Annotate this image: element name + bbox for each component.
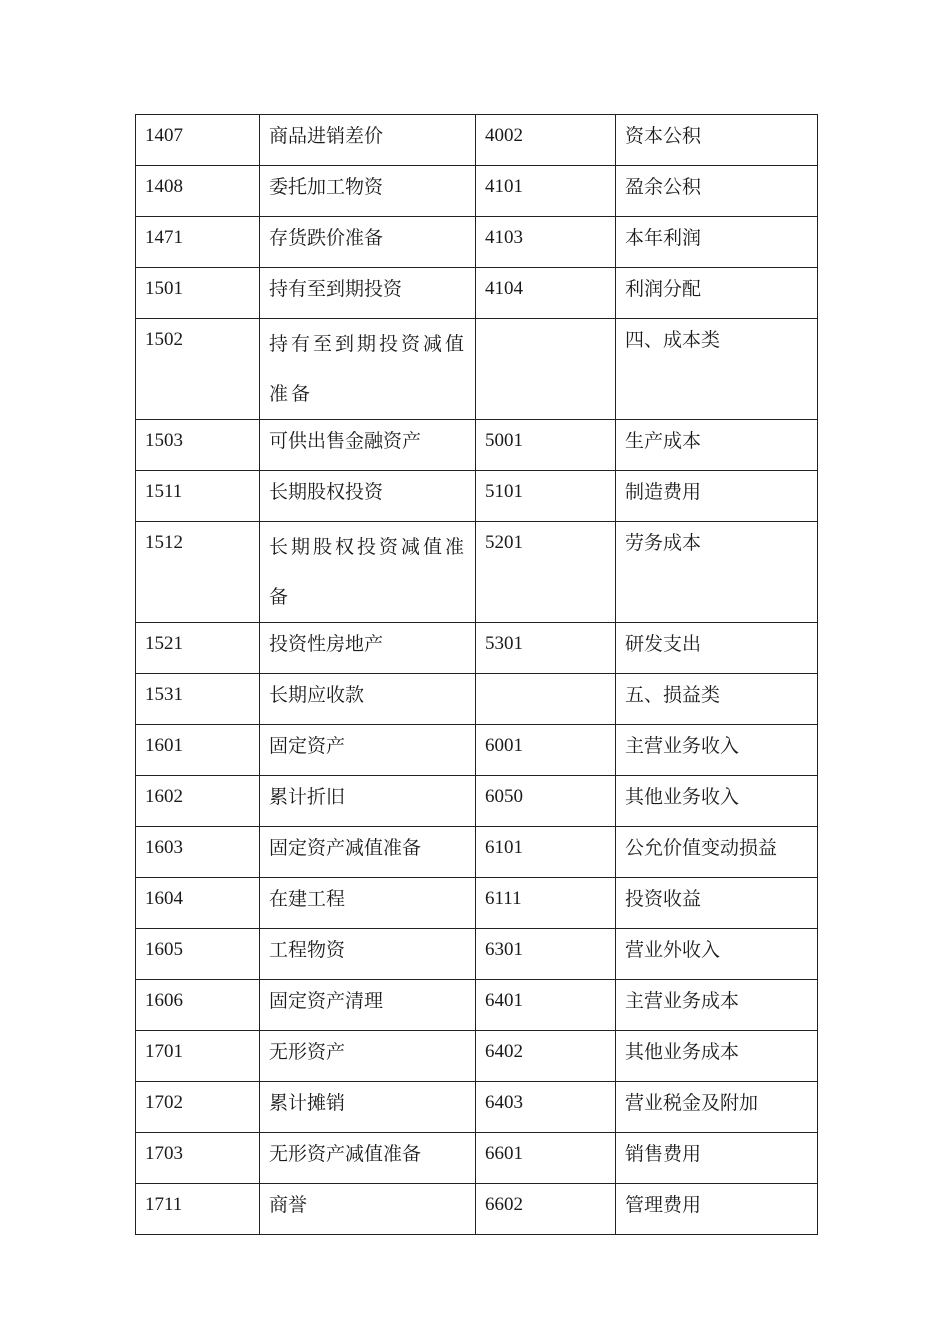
account-code-cell: 6111 xyxy=(476,878,616,929)
account-code-cell: 6001 xyxy=(476,725,616,776)
asset-name-cell: 固定资产减值准备 xyxy=(260,827,476,878)
asset-code-cell: 1605 xyxy=(136,929,260,980)
account-code-cell: 5301 xyxy=(476,623,616,674)
asset-name-cell: 长期股权投资 xyxy=(260,471,476,522)
account-name-cell: 管理费用 xyxy=(616,1184,818,1235)
table-row xyxy=(136,1184,818,1235)
table-row xyxy=(136,471,818,522)
asset-name-cell: 长期股权投资减值准备 xyxy=(260,522,476,623)
account-name-cell: 盈余公积 xyxy=(616,166,818,217)
asset-code-cell: 1503 xyxy=(136,420,260,471)
account-code-cell: 6602 xyxy=(476,1184,616,1235)
table-row xyxy=(136,420,818,471)
account-name-cell: 利润分配 xyxy=(616,268,818,319)
table-row xyxy=(136,776,818,827)
table-row xyxy=(136,878,818,929)
table-row xyxy=(136,522,818,623)
table-body xyxy=(136,115,818,1235)
category-heading-cell: 五、损益类 xyxy=(616,674,818,725)
asset-code-cell: 1511 xyxy=(136,471,260,522)
table-row xyxy=(136,827,818,878)
asset-name-cell: 累计折旧 xyxy=(260,776,476,827)
asset-name-cell: 持有至到期投资 xyxy=(260,268,476,319)
account-code-cell: 6050 xyxy=(476,776,616,827)
asset-code-cell: 1501 xyxy=(136,268,260,319)
table-row xyxy=(136,319,818,420)
asset-name-cell: 无形资产减值准备 xyxy=(260,1133,476,1184)
account-code-cell: 5001 xyxy=(476,420,616,471)
table-row xyxy=(136,166,818,217)
asset-name-cell: 固定资产清理 xyxy=(260,980,476,1031)
asset-code-cell: 1407 xyxy=(136,115,260,166)
table-row xyxy=(136,115,818,166)
account-code-cell: 6401 xyxy=(476,980,616,1031)
account-code-cell: 6301 xyxy=(476,929,616,980)
asset-code-cell: 1702 xyxy=(136,1082,260,1133)
account-name-cell: 本年利润 xyxy=(616,217,818,268)
account-name-cell: 其他业务成本 xyxy=(616,1031,818,1082)
account-name-cell: 生产成本 xyxy=(616,420,818,471)
asset-code-cell: 1531 xyxy=(136,674,260,725)
asset-name-cell: 存货跌价准备 xyxy=(260,217,476,268)
table-row xyxy=(136,725,818,776)
asset-name-cell: 委托加工物资 xyxy=(260,166,476,217)
asset-name-cell: 累计摊销 xyxy=(260,1082,476,1133)
account-code-cell: 4104 xyxy=(476,268,616,319)
account-name-cell: 资本公积 xyxy=(616,115,818,166)
table-row xyxy=(136,623,818,674)
asset-code-cell: 1603 xyxy=(136,827,260,878)
asset-name-cell: 固定资产 xyxy=(260,725,476,776)
account-code-cell: 6101 xyxy=(476,827,616,878)
account-code-cell xyxy=(476,319,616,420)
table-row xyxy=(136,1082,818,1133)
account-code-cell: 4002 xyxy=(476,115,616,166)
account-name-cell: 投资收益 xyxy=(616,878,818,929)
account-code-cell xyxy=(476,674,616,725)
asset-code-cell: 1604 xyxy=(136,878,260,929)
account-code-cell: 4101 xyxy=(476,166,616,217)
asset-code-cell: 1502 xyxy=(136,319,260,420)
asset-name-cell: 商品进销差价 xyxy=(260,115,476,166)
account-code-cell: 6403 xyxy=(476,1082,616,1133)
table-row xyxy=(136,929,818,980)
account-name-cell: 营业税金及附加 xyxy=(616,1082,818,1133)
asset-code-cell: 1601 xyxy=(136,725,260,776)
account-code-cell: 6601 xyxy=(476,1133,616,1184)
asset-code-cell: 1471 xyxy=(136,217,260,268)
asset-code-cell: 1711 xyxy=(136,1184,260,1235)
asset-name-cell: 商誉 xyxy=(260,1184,476,1235)
asset-name-cell: 在建工程 xyxy=(260,878,476,929)
account-name-cell: 劳务成本 xyxy=(616,522,818,623)
account-name-cell: 营业外收入 xyxy=(616,929,818,980)
asset-name-cell: 无形资产 xyxy=(260,1031,476,1082)
table-row xyxy=(136,980,818,1031)
asset-name-cell: 长期应收款 xyxy=(260,674,476,725)
account-code-cell: 6402 xyxy=(476,1031,616,1082)
asset-name-cell: 投资性房地产 xyxy=(260,623,476,674)
asset-name-cell: 持有至到期投资减值准备 xyxy=(260,319,476,420)
account-name-cell: 其他业务收入 xyxy=(616,776,818,827)
account-name-cell: 公允价值变动损益 xyxy=(616,827,818,878)
account-code-cell: 5201 xyxy=(476,522,616,623)
account-name-cell: 制造费用 xyxy=(616,471,818,522)
account-name-cell: 销售费用 xyxy=(616,1133,818,1184)
table-row xyxy=(136,268,818,319)
account-name-cell: 主营业务成本 xyxy=(616,980,818,1031)
account-code-table xyxy=(135,114,818,1235)
asset-name-cell: 可供出售金融资产 xyxy=(260,420,476,471)
category-heading-cell: 四、成本类 xyxy=(616,319,818,420)
table-row xyxy=(136,1133,818,1184)
asset-name-cell: 工程物资 xyxy=(260,929,476,980)
account-code-cell: 5101 xyxy=(476,471,616,522)
asset-code-cell: 1701 xyxy=(136,1031,260,1082)
asset-code-cell: 1521 xyxy=(136,623,260,674)
account-name-cell: 主营业务收入 xyxy=(616,725,818,776)
asset-code-cell: 1606 xyxy=(136,980,260,1031)
account-code-cell: 4103 xyxy=(476,217,616,268)
asset-code-cell: 1408 xyxy=(136,166,260,217)
table-row xyxy=(136,1031,818,1082)
asset-code-cell: 1703 xyxy=(136,1133,260,1184)
asset-code-cell: 1602 xyxy=(136,776,260,827)
account-name-cell: 研发支出 xyxy=(616,623,818,674)
table-row xyxy=(136,217,818,268)
asset-code-cell: 1512 xyxy=(136,522,260,623)
table-row xyxy=(136,674,818,725)
